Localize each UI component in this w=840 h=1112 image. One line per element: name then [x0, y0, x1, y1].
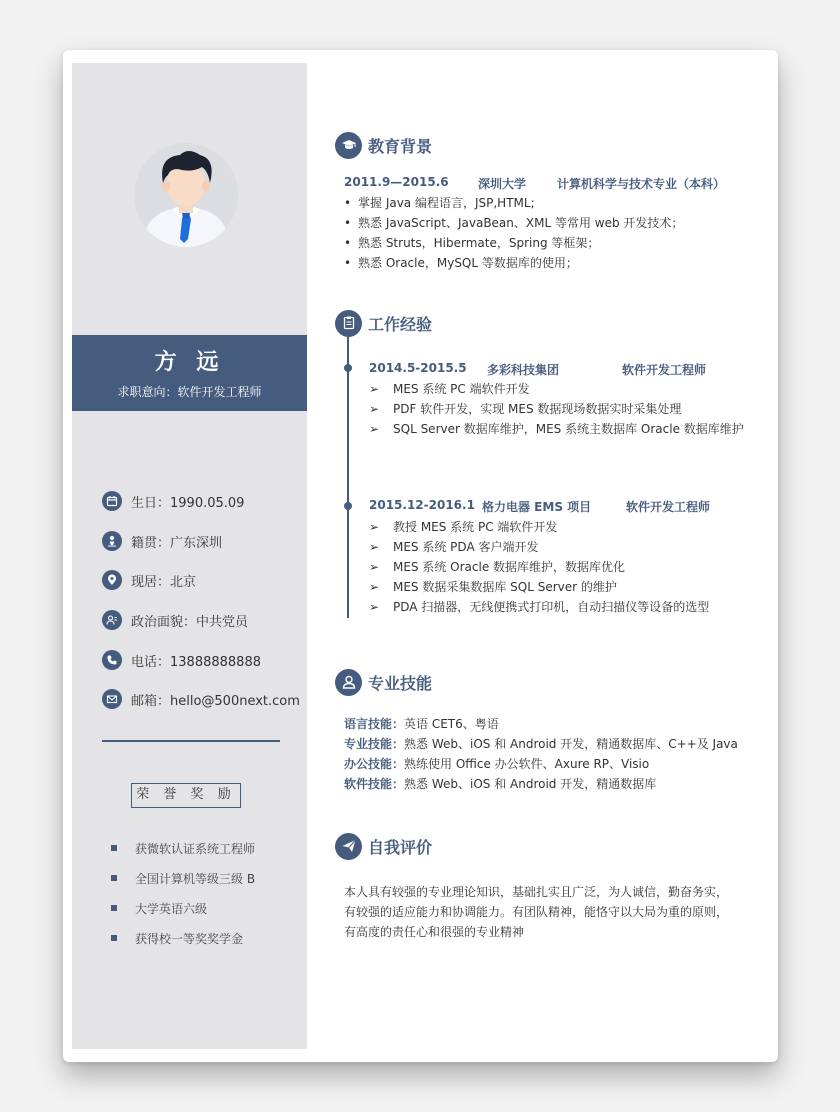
arrow-bullet-icon: ➢ [369, 402, 380, 416]
job-item-text: PDF 软件开发，实现 MES 数据现场数据实时采集处理 [393, 402, 682, 416]
info-email [102, 689, 302, 709]
edu-major: 计算机科学与技术专业（本科） [557, 177, 726, 191]
mail-icon [102, 689, 122, 709]
info-text: 政治面貌：中共党员 [131, 614, 249, 630]
self-eval-line: 有较强的适应能力和协调能力。有团队精神，能恪守以大局为重的原则， [344, 905, 729, 919]
info-hometown [102, 531, 302, 551]
candidate-name: 方 远 [154, 350, 225, 375]
location-pin-icon [102, 531, 122, 551]
honor-item [111, 930, 243, 946]
graduation-cap-icon [335, 132, 362, 159]
map-marker-icon [102, 570, 122, 590]
timeline-dot [344, 502, 352, 510]
skill-value: 熟悉 Web、iOS 和 Android 开发，精通数据库 [404, 777, 657, 791]
job-header [369, 361, 749, 377]
job-item [369, 381, 530, 397]
skill-value: 熟练使用 Office 办公软件、Axure RP、Visio [404, 757, 650, 771]
skill-label: 语言技能： [344, 717, 405, 731]
self-eval-line: 有高度的责任心和很强的专业精神 [344, 925, 525, 939]
job-item [369, 421, 744, 437]
skill-value: 熟悉 Web、iOS 和 Android 开发，精通数据库、C++及 Java [404, 737, 738, 751]
job-item-text: SQL Server 数据库维护，MES 系统主数据库 Oracle 数据库维护 [393, 422, 744, 436]
skill-row [344, 756, 649, 772]
arrow-bullet-icon: ➢ [369, 580, 380, 594]
paper-plane-icon [335, 833, 362, 860]
edu-school: 深圳大学 [478, 177, 527, 191]
job-item [369, 599, 709, 615]
arrow-bullet-icon: ➢ [369, 422, 380, 436]
job-company: 多彩科技集团 [487, 363, 560, 377]
info-residence [102, 570, 302, 590]
section-title: 自我评价 [368, 837, 433, 857]
job-item [369, 579, 617, 595]
job-item-text: MES 数据采集数据库 SQL Server 的维护 [393, 580, 617, 594]
job-item-text: MES 系统 PDA 客户端开发 [393, 540, 539, 554]
info-text: 邮箱：hello@500next.com [131, 693, 300, 709]
education-header [335, 131, 432, 159]
avatar [134, 143, 238, 247]
work-header [335, 309, 432, 337]
arrow-bullet-icon: ➢ [369, 520, 380, 534]
user-badge-icon [102, 610, 122, 630]
edu-bullet-text: 熟悉 Struts，Hibermate，Spring 等框架； [358, 236, 600, 250]
clipboard-icon [335, 310, 362, 337]
skill-row [344, 776, 656, 792]
info-phone [102, 650, 302, 670]
section-title: 教育背景 [368, 136, 433, 156]
info-text: 电话：13888888888 [131, 654, 261, 670]
skill-label: 办公技能： [344, 757, 405, 771]
user-icon [335, 669, 362, 696]
edu-bullet-text: 熟悉 JavaScript、JavaBean、XML 等常用 web 开发技术； [358, 216, 684, 230]
job-item [369, 559, 625, 575]
arrow-bullet-icon: ➢ [369, 560, 380, 574]
timeline-dot [344, 364, 352, 372]
job-intent: 求职意向：软件开发工程师 [117, 385, 262, 399]
edu-bullet: • 掌握 Java 编程语言，JSP,HTML; [344, 196, 535, 210]
arrow-bullet-icon: ➢ [369, 600, 380, 614]
bullet-square-icon [111, 905, 117, 911]
info-birthday [102, 491, 302, 511]
honor-item [111, 870, 255, 886]
skill-label: 软件技能： [344, 777, 405, 791]
bullet-square-icon [111, 845, 117, 851]
edu-period: 2011.9—2015.6 [344, 175, 449, 189]
job-item [369, 401, 681, 417]
honor-text: 获微软认证系统工程师 [135, 841, 256, 856]
honors-title: 荣 誉 奖 励 [131, 783, 241, 808]
honor-item [111, 900, 207, 916]
skill-row [344, 736, 738, 752]
arrow-bullet-icon: ➢ [369, 540, 380, 554]
skill-value: 英语 CET6、粤语 [404, 717, 499, 731]
job-header [369, 498, 749, 514]
edu-bullet-text: 掌握 Java 编程语言，JSP,HTML; [358, 196, 535, 210]
self-eval-text [344, 882, 729, 942]
job-item-text: MES 系统 Oracle 数据库维护，数据库优化 [393, 560, 626, 574]
job-item-text: MES 系统 PC 端软件开发 [393, 382, 530, 396]
job-period: 2015.12-2016.1 [369, 498, 475, 512]
honor-text: 大学英语六级 [135, 901, 208, 916]
phone-icon [102, 650, 122, 670]
job-item [369, 539, 538, 555]
edu-bullet: • 熟悉 JavaScript、JavaBean、XML 等常用 web 开发技术； [344, 216, 684, 230]
honor-item [111, 840, 255, 856]
job-role: 软件开发工程师 [626, 500, 711, 514]
honor-text: 全国计算机等级三级 B [135, 871, 256, 886]
bullet-square-icon [111, 935, 117, 941]
honor-text: 获得校一等奖奖学金 [135, 931, 244, 946]
info-text: 现居：北京 [131, 574, 197, 590]
calendar-icon [102, 491, 122, 511]
arrow-bullet-icon: ➢ [369, 382, 380, 396]
info-text: 生日：1990.05.09 [131, 495, 245, 511]
skill-label: 专业技能： [344, 737, 405, 751]
edu-bullet-text: 熟悉 Oracle，MySQL 等数据库的使用； [358, 256, 578, 270]
info-text: 籍贯：广东深圳 [131, 535, 223, 551]
section-title: 工作经验 [368, 314, 433, 334]
job-period: 2014.5-2015.5 [369, 361, 467, 375]
self-eval-line: 本人具有较强的专业理论知识，基础扎实且广泛，为人诚信，勤奋务实， [344, 885, 729, 899]
bullet-square-icon [111, 875, 117, 881]
job-role: 软件开发工程师 [622, 363, 707, 377]
sidebar-divider [102, 740, 280, 742]
skill-row [344, 716, 499, 732]
job-company: 格力电器 EMS 项目 [482, 500, 592, 514]
section-title: 专业技能 [368, 673, 433, 693]
info-political [102, 610, 302, 630]
job-item [369, 519, 557, 535]
job-item-text: 教授 MES 系统 PC 端软件开发 [393, 520, 558, 534]
job-item-text: PDA 扫描器，无线便携式打印机，自动扫描仪等设备的选型 [393, 600, 710, 614]
work-timeline [347, 337, 349, 618]
edu-bullet: • 熟悉 Oracle，MySQL 等数据库的使用； [344, 256, 578, 270]
self-eval-header [335, 832, 432, 860]
name-band [72, 335, 307, 411]
edu-bullet: • 熟悉 Struts，Hibermate，Spring 等框架； [344, 236, 600, 250]
skills-header [335, 668, 432, 696]
